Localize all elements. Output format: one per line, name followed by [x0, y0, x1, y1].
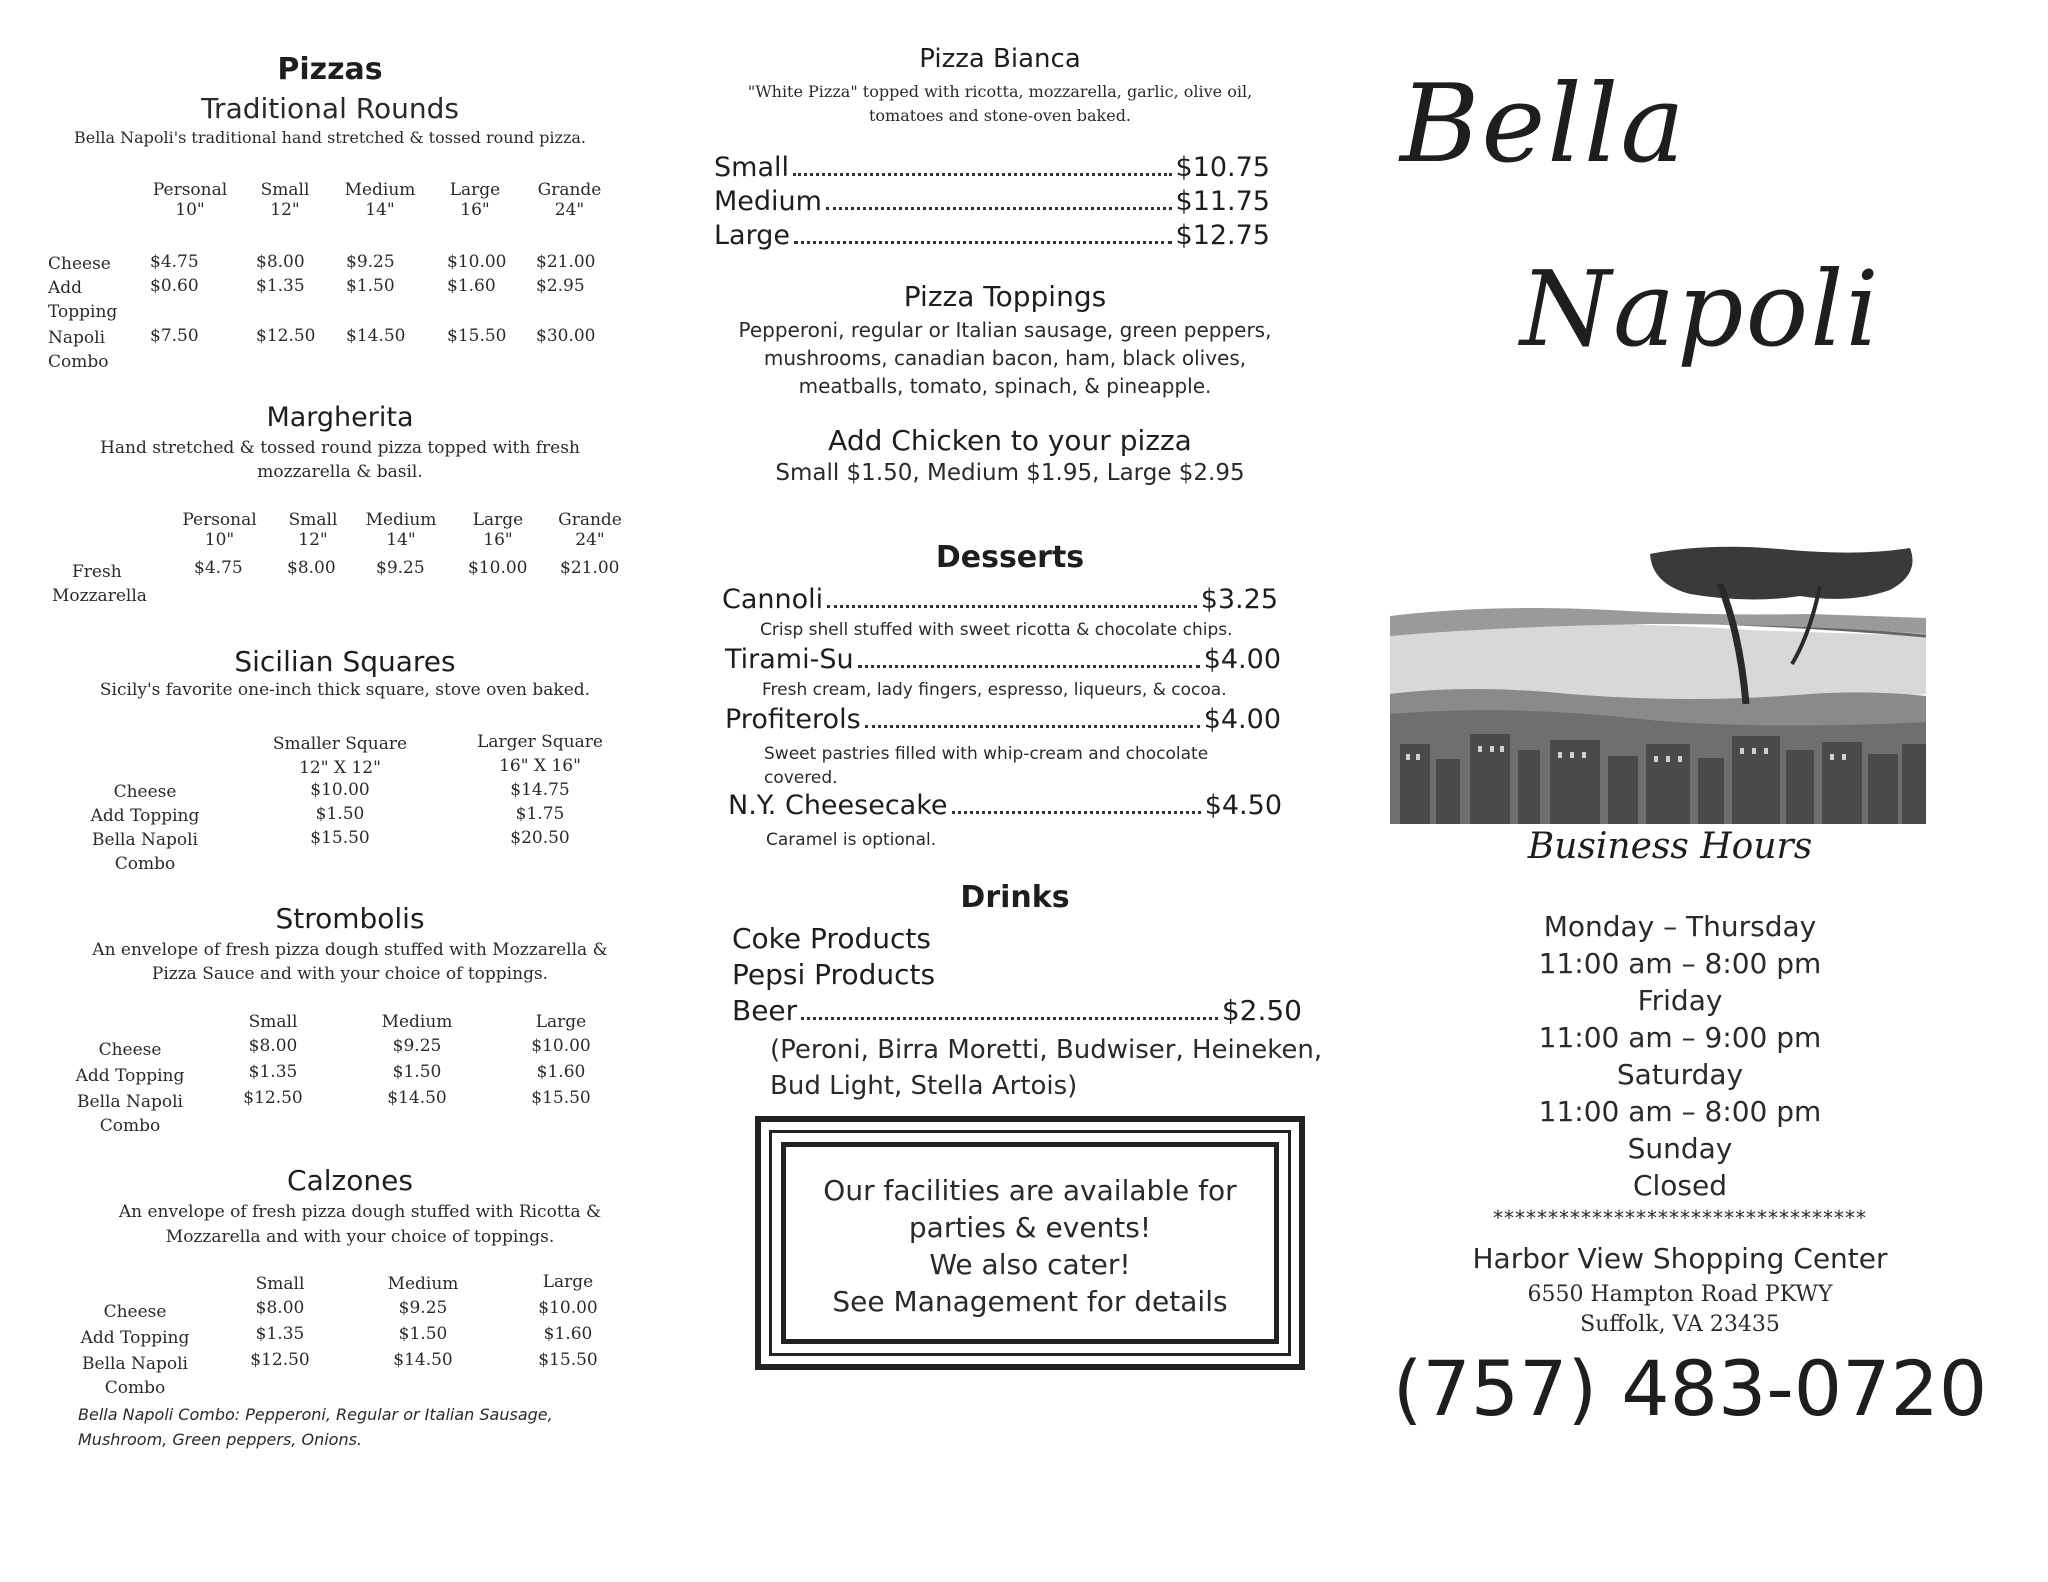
hours-line: Sunday [1627, 1132, 1733, 1165]
strombolis-description: An envelope of fresh pizza dough stuffed with Mozzarella & Pizza Sauce and with your choice of toppings. [92, 940, 608, 984]
price-cell: $7.50 [150, 326, 199, 346]
item-label: Small [714, 152, 789, 183]
drinks-pepsi: Pepsi Products [732, 958, 936, 991]
address-line-1: Harbor View Shopping Center [1472, 1242, 1888, 1275]
item-label: Cannoli [722, 584, 824, 615]
hours-line: Monday – Thursday [1543, 910, 1817, 943]
item-label: Large [714, 220, 790, 251]
price-cell: $0.60 [150, 276, 199, 296]
dessert-row [725, 704, 1281, 735]
margherita-size-header: Grande 24" [558, 510, 622, 550]
price-cell: $1.50 [398, 1324, 448, 1344]
price-cell: $15.50 [447, 326, 507, 346]
toppings-title: Pizza Toppings [903, 280, 1107, 313]
dessert-row [728, 790, 1282, 821]
price-cell: $1.35 [255, 1324, 305, 1344]
price-cell: $1.35 [256, 276, 305, 296]
margherita-description: Hand stretched & tossed round pizza topped with fresh mozzarella & basil. [100, 438, 580, 482]
margherita-title: Margherita [266, 402, 414, 433]
price-cell: $10.00 [447, 252, 507, 272]
price-cell: $20.50 [510, 828, 570, 848]
margherita-row-label: Fresh [72, 562, 122, 582]
price-cell: $2.95 [536, 276, 585, 296]
price-cell: $8.00 [256, 252, 305, 272]
price-cell: $1.50 [392, 1062, 442, 1082]
price-cell: $9.25 [392, 1036, 442, 1056]
margherita-size-header: Small 12" [288, 510, 338, 550]
address-line-2: 6550 Hampton Road PKWY [1527, 1282, 1833, 1307]
calzones-row-label: Bella Napoli [82, 1354, 188, 1374]
pizzas-subtitle: Traditional Rounds [201, 92, 459, 125]
bianca-price-row [714, 186, 1270, 217]
pizzas-title: Pizzas [277, 52, 383, 87]
sicilian-col-header: Larger Square 16" X 16" [477, 732, 603, 776]
chicken-prices: Small $1.50, Medium $1.95, Large $2.95 [775, 460, 1245, 486]
dot-leader [793, 173, 1172, 176]
item-label: Tirami-Su [725, 644, 854, 675]
margherita-size-header: Large 16" [472, 510, 524, 550]
drinks-title: Drinks [960, 880, 1070, 915]
calzones-row-label: Combo [104, 1378, 166, 1398]
item-price: $4.50 [1204, 790, 1282, 821]
price-cell: $1.60 [447, 276, 496, 296]
calzones-col-header: Medium [387, 1274, 459, 1294]
bianca-title: Pizza Bianca [919, 44, 1081, 74]
price-cell: $14.50 [346, 326, 406, 346]
dot-leader [865, 725, 1200, 728]
item-price: $2.50 [1221, 994, 1302, 1027]
margherita-size-header: Personal 10" [182, 510, 257, 550]
sicilian-col-header: Smaller Square 12" X 12" [272, 734, 408, 778]
sicilian-row-label: Cheese [113, 782, 177, 802]
price-cell: $10.00 [538, 1298, 598, 1318]
hours-list [1480, 908, 1880, 1204]
price-cell: $9.25 [376, 558, 425, 578]
strombolis-row-label: Bella Napoli [77, 1092, 183, 1112]
price-cell: $8.00 [255, 1298, 305, 1318]
item-label: N.Y. Cheesecake [728, 790, 948, 821]
catering-text: Our facilities are available for parties & events! We also cater! See Management for details [823, 1174, 1237, 1318]
pizzas-size-header: Grande 24" [537, 180, 602, 220]
pizzas-row-label: Add Topping [48, 278, 118, 322]
beer-brands: (Peroni, Birra Moretti, Budwiser, Heineken, Bud Light, Stella Artois) [770, 1035, 1323, 1101]
dot-leader [794, 241, 1172, 244]
price-cell: $15.50 [310, 828, 370, 848]
calzones-row-label: Add Topping [80, 1328, 190, 1348]
phone-number: (757) 483-0720 [1392, 1344, 1988, 1433]
sicilian-row-label: Combo [114, 854, 176, 874]
toppings-list: Pepperoni, regular or Italian sausage, green peppers, mushrooms, canadian bacon, ham, black olives, meatballs, tomato, spinach, & pineapple. [738, 318, 1272, 398]
price-cell: $21.00 [560, 558, 620, 578]
harbor-illustration [1390, 544, 1926, 824]
dot-leader [858, 665, 1200, 668]
dot-leader [826, 207, 1172, 210]
price-cell: $4.75 [150, 252, 199, 272]
item-price: $3.25 [1200, 584, 1278, 615]
sicilian-description: Sicily's favorite one-inch thick square, stove oven baked. [99, 680, 591, 700]
price-cell: $12.50 [243, 1088, 303, 1108]
bianca-description: "White Pizza" topped with ricotta, mozzarella, garlic, olive oil, tomatoes and stone-oven baked. [747, 82, 1253, 125]
item-price: $4.00 [1203, 644, 1281, 675]
strombolis-row-label: Add Topping [75, 1066, 185, 1086]
calzones-row-label: Cheese [103, 1302, 167, 1322]
pizzas-description: Bella Napoli's traditional hand stretched & tossed round pizza. [73, 128, 587, 147]
price-cell: $1.75 [515, 804, 565, 824]
business-hours-title: Business Hours [1527, 826, 1813, 867]
strombolis-title: Strombolis [275, 902, 425, 935]
price-cell: $1.60 [543, 1324, 593, 1344]
sicilian-row-label: Add Topping [90, 806, 200, 826]
item-label: Medium [714, 186, 822, 217]
sicilian-row-label: Bella Napoli [92, 830, 198, 850]
price-cell: $1.50 [346, 276, 395, 296]
price-cell: $14.50 [387, 1088, 447, 1108]
strombolis-col-header: Small [248, 1012, 298, 1032]
drinks-beer-row [732, 994, 1302, 1027]
pizzas-row-label: Napoli Combo [48, 328, 109, 372]
hours-line: 11:00 am – 8:00 pm [1538, 947, 1822, 980]
dessert-note: Caramel is optional. [766, 830, 937, 850]
strombolis-row-label: Cheese [98, 1040, 162, 1060]
price-cell: $4.75 [194, 558, 243, 578]
sicilian-title: Sicilian Squares [234, 645, 456, 678]
dessert-row [722, 584, 1278, 615]
strombolis-col-header: Large [535, 1012, 587, 1032]
price-cell: $9.25 [346, 252, 395, 272]
price-cell: $1.60 [536, 1062, 586, 1082]
item-price: $12.75 [1175, 220, 1270, 251]
hours-line: 11:00 am – 9:00 pm [1538, 1021, 1822, 1054]
price-cell: $1.50 [315, 804, 365, 824]
dot-leader [827, 605, 1197, 608]
pizzas-row-label: Cheese [48, 254, 111, 274]
dessert-note: Crisp shell stuffed with sweet ricotta & chocolate chips. [760, 620, 1233, 640]
item-price: $10.75 [1175, 152, 1270, 183]
dessert-row [725, 644, 1281, 675]
separator-stars: ********************************** [1493, 1206, 1867, 1230]
calzones-title: Calzones [287, 1164, 413, 1197]
calzones-col-header: Large [542, 1272, 594, 1292]
hours-line: Closed [1632, 1169, 1728, 1202]
chicken-title: Add Chicken to your pizza [828, 424, 1192, 457]
price-cell: $15.50 [538, 1350, 598, 1370]
price-cell: $12.50 [250, 1350, 310, 1370]
item-label: Profiterols [725, 704, 861, 735]
price-cell: $15.50 [531, 1088, 591, 1108]
logo-bella: Bella [1400, 62, 1687, 187]
margherita-row-label-2: Mozzarella [52, 586, 147, 606]
combo-footnote: Bella Napoli Combo: Pepperoni, Regular or Italian Sausage, Mushroom, Green peppers, Onions. [78, 1405, 553, 1449]
price-cell: $8.00 [287, 558, 336, 578]
calzones-description: An envelope of fresh pizza dough stuffed with Ricotta & Mozzarella and with your choice of toppings. [118, 1202, 602, 1247]
bianca-price-row [714, 220, 1270, 251]
logo-napoli: Napoli [1520, 248, 1881, 370]
price-cell: $10.00 [531, 1036, 591, 1056]
dot-leader [801, 1017, 1218, 1020]
item-price: $11.75 [1175, 186, 1270, 217]
price-cell: $14.75 [510, 780, 570, 800]
price-cell: $12.50 [256, 326, 316, 346]
price-cell: $30.00 [536, 326, 596, 346]
item-price: $4.00 [1203, 704, 1281, 735]
price-cell: $8.00 [248, 1036, 298, 1056]
price-cell: $1.35 [248, 1062, 298, 1082]
pizzas-size-header: Large 16" [449, 180, 501, 220]
dessert-note: Sweet pastries filled with whip-cream and chocolate covered. [764, 744, 1209, 788]
bianca-price-row [714, 152, 1270, 183]
margherita-size-header: Medium 14" [365, 510, 437, 550]
price-cell: $10.00 [468, 558, 528, 578]
pizzas-size-header: Personal 10" [152, 180, 228, 220]
price-cell: $14.50 [393, 1350, 453, 1370]
drinks-coke: Coke Products [732, 922, 931, 955]
price-cell: $9.25 [398, 1298, 448, 1318]
hours-line: Friday [1637, 984, 1723, 1017]
calzones-col-header: Small [255, 1274, 305, 1294]
price-cell: $10.00 [310, 780, 370, 800]
pizzas-size-header: Small 12" [260, 180, 310, 220]
price-cell: $21.00 [536, 252, 596, 272]
catering-box [755, 1116, 1305, 1370]
item-label: Beer [732, 994, 798, 1027]
hours-line: 11:00 am – 8:00 pm [1538, 1095, 1822, 1128]
strombolis-col-header: Medium [381, 1012, 453, 1032]
desserts-title: Desserts [935, 540, 1085, 575]
dessert-note: Fresh cream, lady fingers, espresso, liqueurs, & cocoa. [762, 680, 1227, 700]
pizzas-size-header: Medium 14" [344, 180, 416, 220]
strombolis-row-label: Combo [99, 1116, 161, 1136]
hours-line: Saturday [1616, 1058, 1744, 1091]
dot-leader [952, 811, 1201, 814]
address-line-3: Suffolk, VA 23435 [1580, 1312, 1780, 1337]
